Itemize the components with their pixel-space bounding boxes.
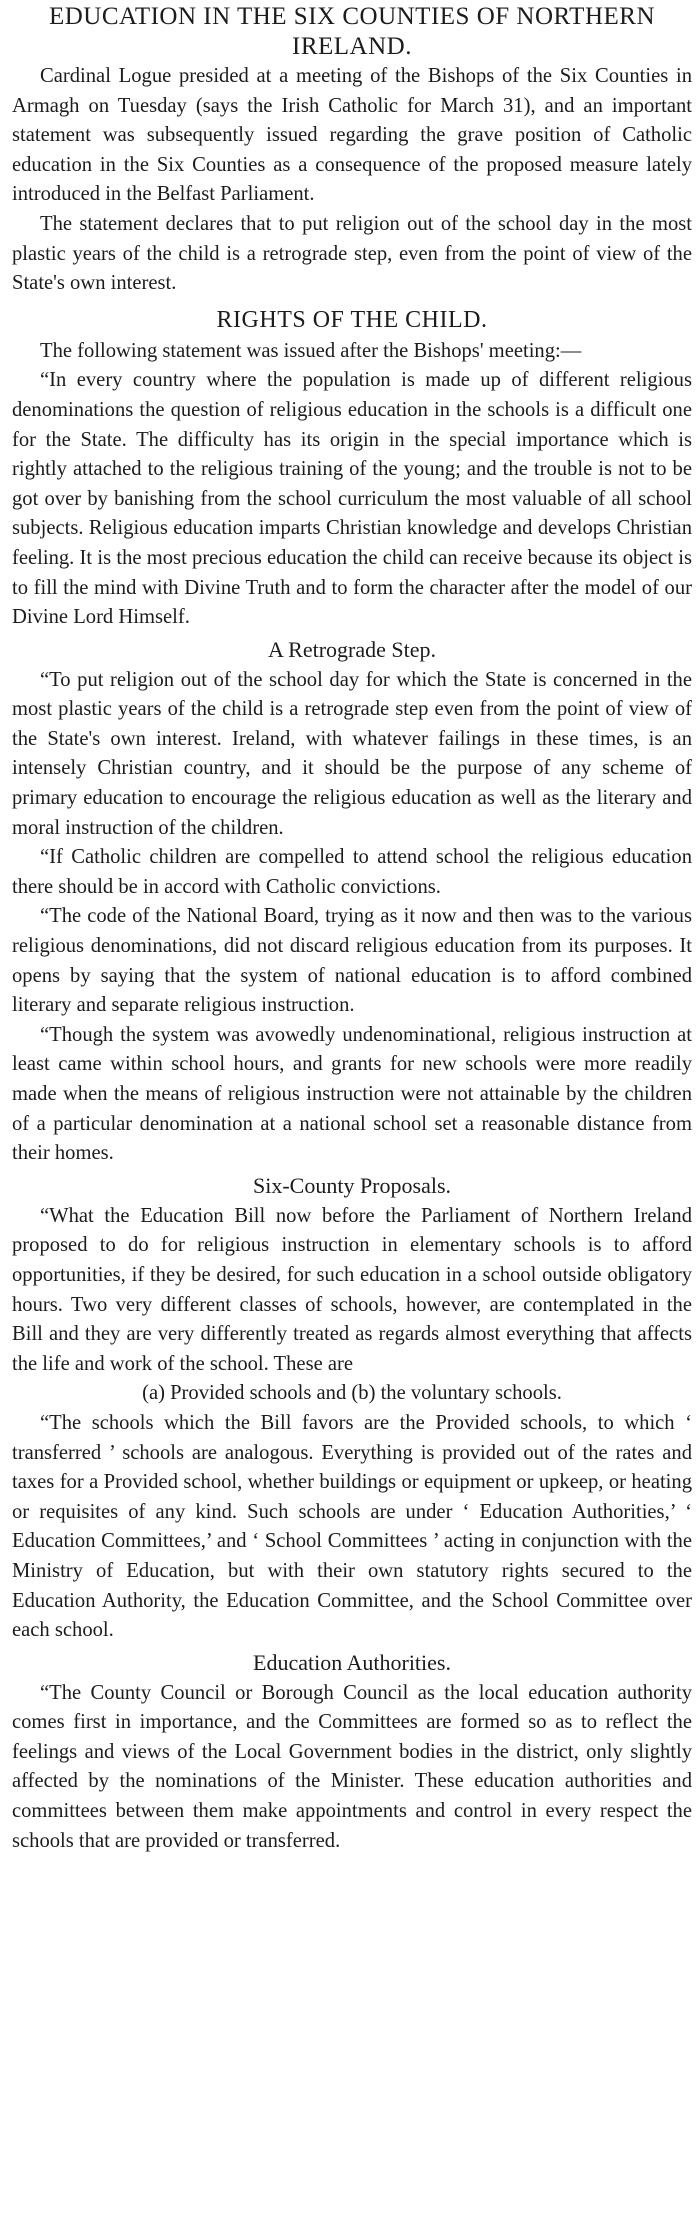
- body-paragraph: “If Catholic children are compelled to attend school the religious education there should be in accord with Catholic convictions.: [12, 846, 692, 898]
- body-paragraph: “In every country where the population is made up of different religious denominations the question of religious education in the schools is a difficult one for the State. The difficulty has its origin in the special importance which is rightly attached to the religious training of the young; and the trouble is not to be got over by banishing from the school curriculum the most valuable of all school subjects. Religious education imparts Christian knowledge and develops Christian feeling. It is the most precious education the child can receive because its object is to fill the mind with Divine Truth and to form the character after the model of our Divine Lord Himself.: [12, 369, 692, 629]
- section-heading: A Retrograde Step.: [267, 636, 437, 662]
- section-six-county-proposals: [12, 1171, 692, 1646]
- article-title: EDUCATION IN THE SIX COUNTIES OF NORTHERN IRELAND.: [48, 3, 656, 60]
- body-paragraph: “The County Council or Borough Council as the local education authority comes first in importance, and the Committees are formed so as to reflect the feelings and views of the Local Government bodies in the district, only slightly affected by the nominations of the Minister. These education authorities and committees between them make appointments and control in every respect the schools that are provided or transferred.: [12, 1681, 692, 1852]
- intro-paragraph: Cardinal Logue presided at a meeting of the Bishops of the Six Counties in Armagh on Tuesday (says the Irish Catholic for March 31), and an important statement was subsequently issued regarding the grave position of Catholic education in the Six Counties as a consequence of the proposed measure lately introduced in the Belfast Parliament.: [12, 65, 692, 206]
- body-paragraph: The following statement was issued after the Bishops' meeting:—: [40, 339, 582, 362]
- section-heading: Six-County Proposals.: [252, 1172, 452, 1198]
- body-paragraph: “Though the system was avowedly undenominational, religious instruction at least came within school hours, and grants for new schools were more readily made when the means of religious instruction were not attainable by the children of a particular denomination at a national school set a reasonable distance from their homes.: [12, 1023, 692, 1165]
- section-retrograde-step: [12, 635, 692, 1169]
- body-paragraph: “The code of the National Board, trying as it now and then was to the various religious denominations, did not discard religious education from its purposes. It opens by saying that the system of national education is to afford combined literary and separate religious instruction.: [12, 905, 692, 1017]
- intro-paragraph: The statement declares that to put religion out of the school day in the most plastic years of the child is a retrograde step, even from the point of view of the State's own interest.: [12, 212, 692, 295]
- body-paragraph: “What the Education Bill now before the Parliament of Northern Ireland proposed to do for religious instruction in elementary schools is to afford opportunities, if they be desired, for such education in a school outside obligatory hours. Two very different classes of schools, however, are contemplated in the Bill and they are very differently treated as regards almost everything that affects the life and work of the school. These are: [12, 1204, 692, 1375]
- body-paragraph: “The schools which the Bill favors are the Provided schools, to which ‘ transferred ’ schools are analogous. Everything is provided out of the rates and taxes for a Provided school, whether buildings or equipment or upkeep, or heating or requisites of any kind. Such schools are under ‘ Education Authorities,’ ‘ Education Committees,’ and ‘ School Committees ’ acting in conjunction with the Ministry of Education, but with their own statutory rights secured to the Education Authority, the Education Committee, and the School Committee over each school.: [12, 1411, 692, 1642]
- section-heading: RIGHTS OF THE CHILD.: [216, 306, 488, 333]
- body-paragraph: “To put religion out of the school day for which the State is concerned in the most plastic years of the child is a retrograde step even from the point of view of the State's own interest. Ireland, with whatever failings in these times, is an intensely Christian country, and it should be the purpose of any scheme of primary education to encourage the religious education as well as the literary and moral instruction of the children.: [12, 668, 692, 839]
- section-heading: Education Authorities.: [253, 1649, 451, 1675]
- section-education-authorities: [12, 1648, 692, 1857]
- body-paragraph: (a) Provided schools and (b) the voluntary schools.: [142, 1382, 562, 1405]
- section-rights-of-the-child: [12, 305, 692, 633]
- intro-section: [12, 62, 692, 299]
